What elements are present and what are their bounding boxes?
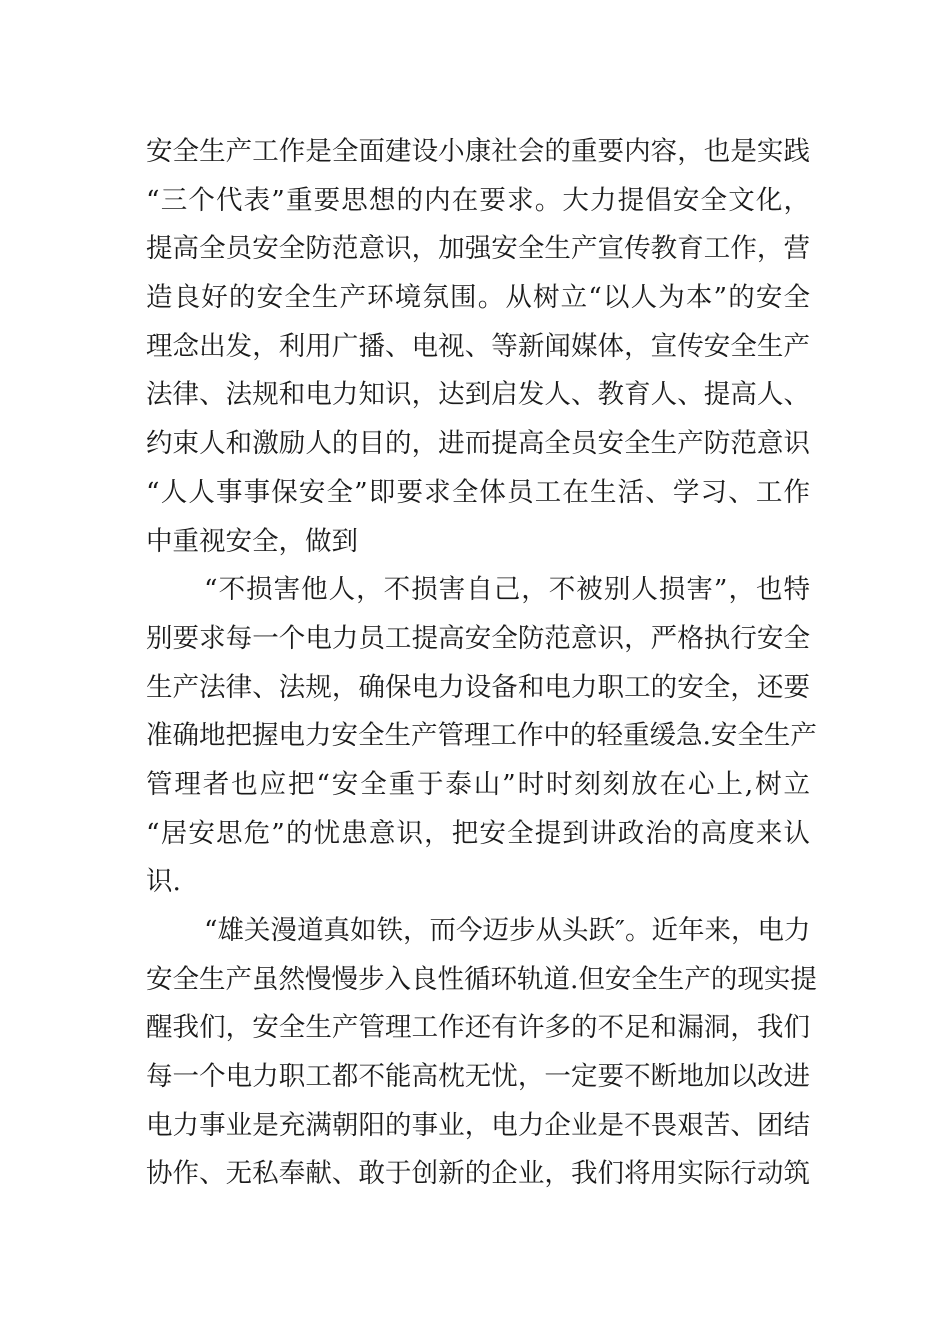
text-line: 生产法律、法规，确保电力设备和电力职工的安全，还要 [146, 671, 810, 703]
text-line: 理念出发，利用广播、电视、等新闻媒体，宣传安全生产 [146, 330, 810, 362]
text-line: “三个代表”重要思想的内在要求。大力提倡安全文化， [146, 184, 810, 216]
text-line: 约束人和激励人的目的，进而提高全员安全生产防范意识 [146, 428, 810, 460]
text-line: “人人事事保安全”即要求全体员工在生活、学习、工作 [146, 476, 810, 508]
body-text [146, 128, 817, 1199]
text-line: “居安思危”的忧患意识，把安全提到讲政治的高度来认 [146, 817, 810, 849]
text-line: 管理者也应把“安全重于泰山”时时刻刻放在心上,树立 [146, 768, 810, 800]
text-line: 电力事业是充满朝阳的事业，电力企业是不畏艰苦、团结 [146, 1109, 810, 1141]
text-line: 法律、法规和电力知识，达到启发人、教育人、提高人、 [146, 379, 810, 411]
paragraph-first-line: “雄关漫道真如铁，而今迈步从头跃″。近年来，电力 [204, 915, 811, 946]
text-line: 安全生产工作是全面建设小康社会的重要内容，也是实践 [146, 136, 810, 167]
text-line: 准确地把握电力安全生产管理工作中的轻重缓急.安全生产 [146, 720, 817, 752]
text-line: 提高全员安全防范意识，加强安全生产宣传教育工作，营 [146, 233, 810, 265]
text-line: 造良好的安全生产环境氛围。从树立“以人为本”的安全 [146, 282, 810, 314]
text-line: 安全生产虽然慢慢步入良性循环轨道.但安全生产的现实提 [146, 963, 817, 995]
text-line: 识. [146, 866, 181, 898]
text-line: 别要求每一个电力员工提高安全防范意识，严格执行安全 [146, 622, 810, 654]
text-line: 中重视安全，做到 [146, 525, 358, 557]
text-line: 每一个电力职工都不能高枕无忧，一定要不断地加以改进 [146, 1061, 810, 1093]
paragraph-first-line: “不损害他人，不损害自己，不被别人损害”，也特 [204, 574, 810, 606]
text-line: 醒我们，安全生产管理工作还有许多的不足和漏洞，我们 [146, 1012, 810, 1044]
text-line: 协作、无私奉献、敢于创新的企业，我们将用实际行动筑 [146, 1158, 810, 1190]
